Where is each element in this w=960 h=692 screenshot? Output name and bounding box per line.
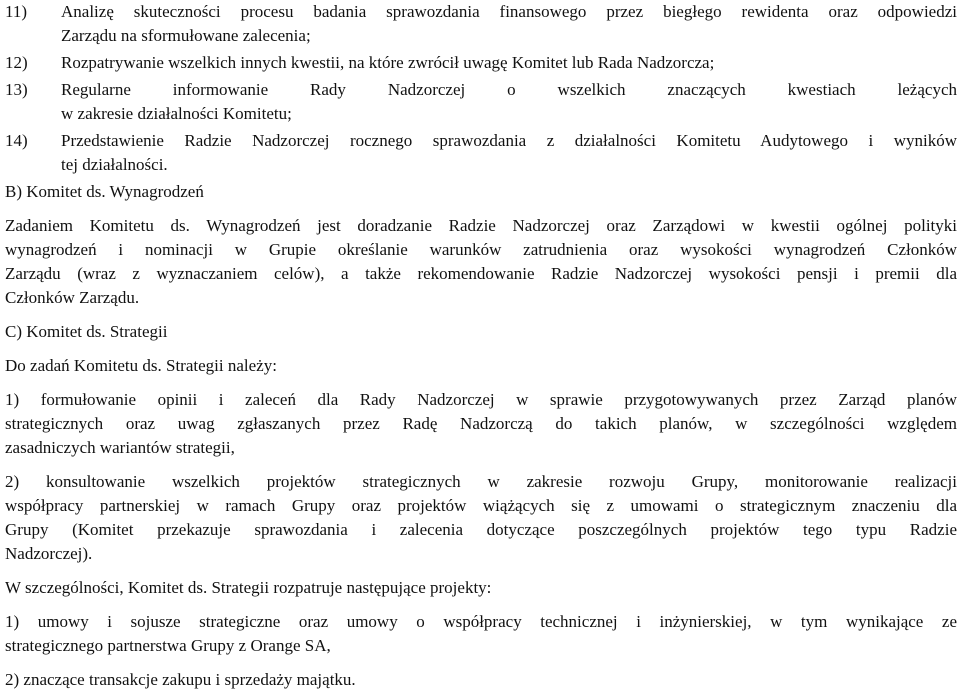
- paragraph-line: współpracy partnerskiej w ramach Grupy oraz projektów wiążących się z umowami o strategicznym znaczeniu dla: [5, 496, 957, 515]
- list-text-line: tej działalności.: [61, 155, 168, 174]
- paragraph-line: Zadaniem Komitetu ds. Wynagrodzeń jest doradzanie Radzie Nadzorczej oraz Zarządowi w kwestii ogólnej polityki: [5, 216, 957, 235]
- paragraph-line: Zarządu (wraz z wyznaczaniem celów), a także rekomendowanie Radzie Nadzorczej wysokości pensji i premii dla: [5, 264, 957, 283]
- list-item-11: [5, 0, 957, 24]
- list-text-line: Rozpatrywanie wszelkich innych kwestii, na które zwrócił uwagę Komitet lub Rada Nadzorcza;: [61, 53, 715, 72]
- paragraph-line: wynagrodzeń i nominacji w Grupie określanie warunków zatrudnienia oraz wysokości wynagrodzeń Członków: [5, 240, 957, 259]
- section-intro: Do zadań Komitetu ds. Strategii należy:: [5, 356, 277, 375]
- paragraph-line: Członków Zarządu.: [5, 288, 140, 307]
- list-item-13: [5, 78, 957, 102]
- list-text-line: Regularne informowanie Rady Nadzorczej o wszelkich znaczących kwestiach leżących: [61, 80, 957, 99]
- list-number: 14): [5, 131, 28, 150]
- paragraph-line: strategicznych oraz uwag zgłaszanych przez Radę Nadzorczą do takich planów, w szczególności względem: [5, 414, 957, 433]
- paragraph-line: 2) znaczące transakcje zakupu i sprzedaży majątku.: [5, 670, 356, 689]
- paragraph-line: Grupy (Komitet przekazuje sprawozdania i zalecenia dotyczące poszczególnych projektów tego typu Radzie: [5, 520, 957, 539]
- paragraph-line: 1) formułowanie opinii i zaleceń dla Rady Nadzorczej w sprawie przygotowywanych przez Zarząd planów: [5, 390, 957, 409]
- list-text-line: Przedstawienie Radzie Nadzorczej rocznego sprawozdania z działalności Komitetu Audytowego i wyników: [61, 131, 957, 150]
- paragraph-line: zasadniczych wariantów strategii,: [5, 438, 235, 457]
- list-number: 13): [5, 80, 28, 99]
- section-heading-b: B) Komitet ds. Wynagrodzeń: [5, 182, 204, 201]
- paragraph-line: strategicznego partnerstwa Grupy z Orange SA,: [5, 636, 331, 655]
- list-item-12: [5, 51, 957, 75]
- list-text-line: Zarządu na sformułowane zalecenia;: [61, 26, 311, 45]
- paragraph-line: Nadzorczej).: [5, 544, 93, 563]
- review-intro: W szczególności, Komitet ds. Strategii rozpatruje następujące projekty:: [5, 578, 492, 597]
- paragraph-line: 1) umowy i sojusze strategiczne oraz umowy o współpracy technicznej i inżynierskiej, w tym wynikające ze: [5, 612, 957, 631]
- list-text-line: w zakresie działalności Komitetu;: [61, 104, 292, 123]
- section-heading-c: C) Komitet ds. Strategii: [5, 322, 168, 341]
- list-number: 12): [5, 53, 28, 72]
- list-text-line: Analizę skuteczności procesu badania sprawozdania finansowego przez biegłego rewidenta oraz odpowiedzi: [61, 2, 957, 21]
- paragraph-line: 2) konsultowanie wszelkich projektów strategicznych w zakresie rozwoju Grupy, monitorowanie realizacji: [5, 472, 957, 491]
- list-number: 11): [5, 2, 28, 21]
- document-page: [5, 0, 957, 692]
- list-item-14: [5, 129, 957, 153]
